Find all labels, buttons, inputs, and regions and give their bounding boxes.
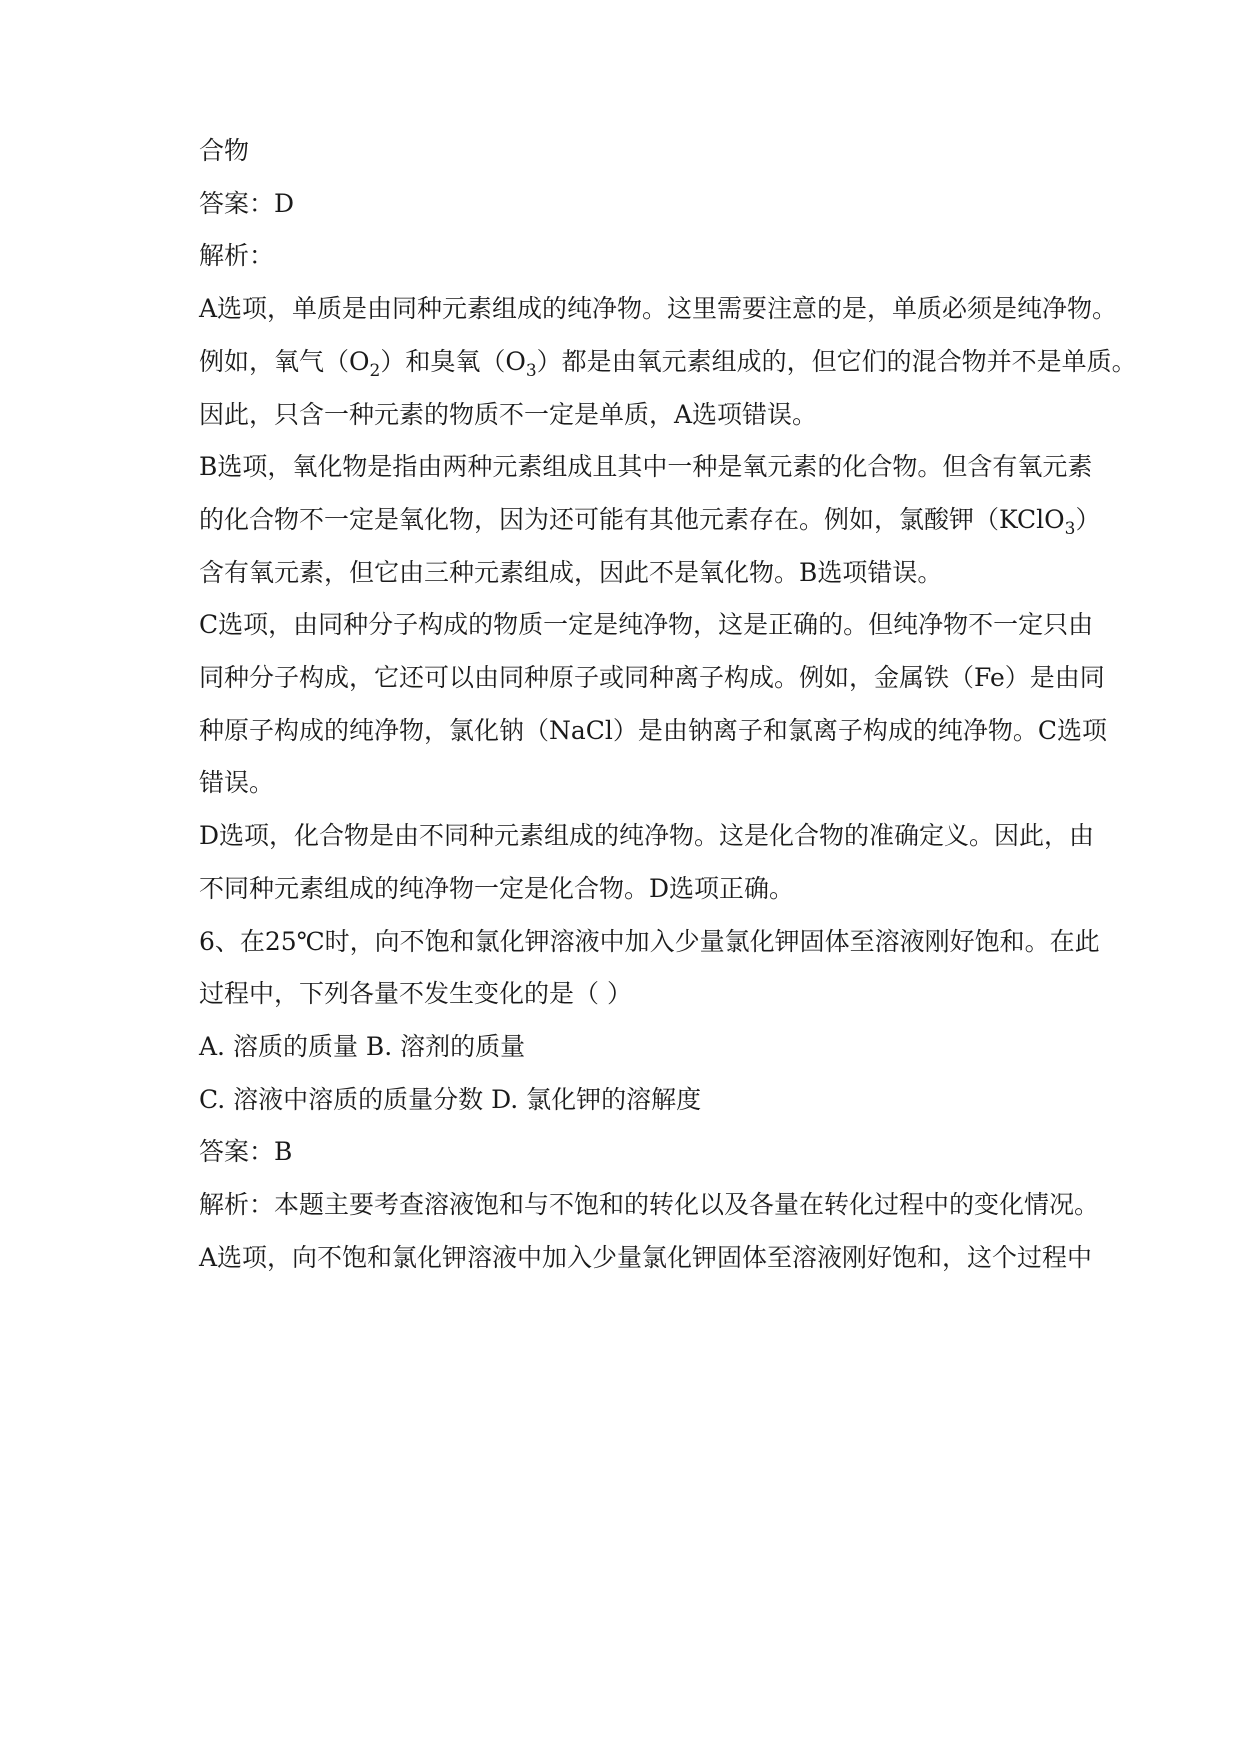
text-line: A选项，单质是由同种元素组成的纯净物。这里需要注意的是，单质必须是纯净物。	[199, 294, 1118, 324]
answer-label: 答案：B	[199, 1137, 293, 1167]
text-line	[199, 346, 1137, 381]
text-line: 因此，只含一种元素的物质不一定是单质，A选项错误。	[199, 399, 818, 429]
text-fragment: 的化合物不一定是氧化物，因为还可能有其他元素存在。例如，氯酸钾（KClO	[199, 504, 1065, 534]
option-line: A. 溶质的质量 B. 溶剂的质量	[199, 1031, 526, 1061]
analysis-label: 解析：	[199, 241, 275, 271]
text-line: A选项，向不饱和氯化钾溶液中加入少量氯化钾固体至溶液刚好饱和，这个过程中	[199, 1242, 1093, 1272]
text-line: 错误。	[199, 768, 275, 798]
subscript: 3	[525, 360, 537, 381]
text-line: 种原子构成的纯净物，氯化钠（NaCl）是由钠离子和氯离子构成的纯净物。C选项	[199, 715, 1108, 745]
text-line: 同种分子构成，它还可以由同种原子或同种离子构成。例如，金属铁（Fe）是由同	[199, 663, 1105, 692]
text-line: 合物	[199, 136, 250, 165]
option-line: C. 溶液中溶质的质量分数 D. 氯化钾的溶解度	[199, 1084, 702, 1114]
text-fragment: ）和臭氧（O	[380, 346, 526, 376]
question-text: 6、在25℃时，向不饱和氯化钾溶液中加入少量氯化钾固体至溶液刚好饱和。在此	[199, 926, 1100, 956]
text-line: C选项，由同种分子构成的物质一定是纯净物，这是正确的。但纯净物不一定只由	[199, 610, 1094, 640]
text-fragment: ）	[1075, 504, 1101, 534]
text-line: B选项，氧化物是指由两种元素组成且其中一种是氧元素的化合物。但含有氧元素	[199, 452, 1093, 482]
text-line: 含有氧元素，但它由三种元素组成，因此不是氧化物。B选项错误。	[199, 557, 943, 587]
subscript: 3	[1064, 518, 1076, 539]
text-line: D选项，化合物是由不同种元素组成的纯净物。这是化合物的准确定义。因此，由	[199, 821, 1095, 851]
text-line	[199, 504, 1101, 539]
text-line: 解析：本题主要考查溶液饱和与不饱和的转化以及各量在转化过程中的变化情况。	[199, 1190, 1100, 1219]
subscript: 2	[369, 360, 381, 381]
text-fragment: ）都是由氧元素组成的，但它们的混合物并不是单质。	[536, 346, 1137, 376]
text-fragment: 例如，氧气（O	[199, 346, 370, 376]
answer-label: 答案：D	[199, 188, 295, 218]
question-text: 过程中，下列各量不发生变化的是（ ）	[199, 979, 632, 1009]
text-line: 不同种元素组成的纯净物一定是化合物。D选项正确。	[199, 873, 795, 903]
